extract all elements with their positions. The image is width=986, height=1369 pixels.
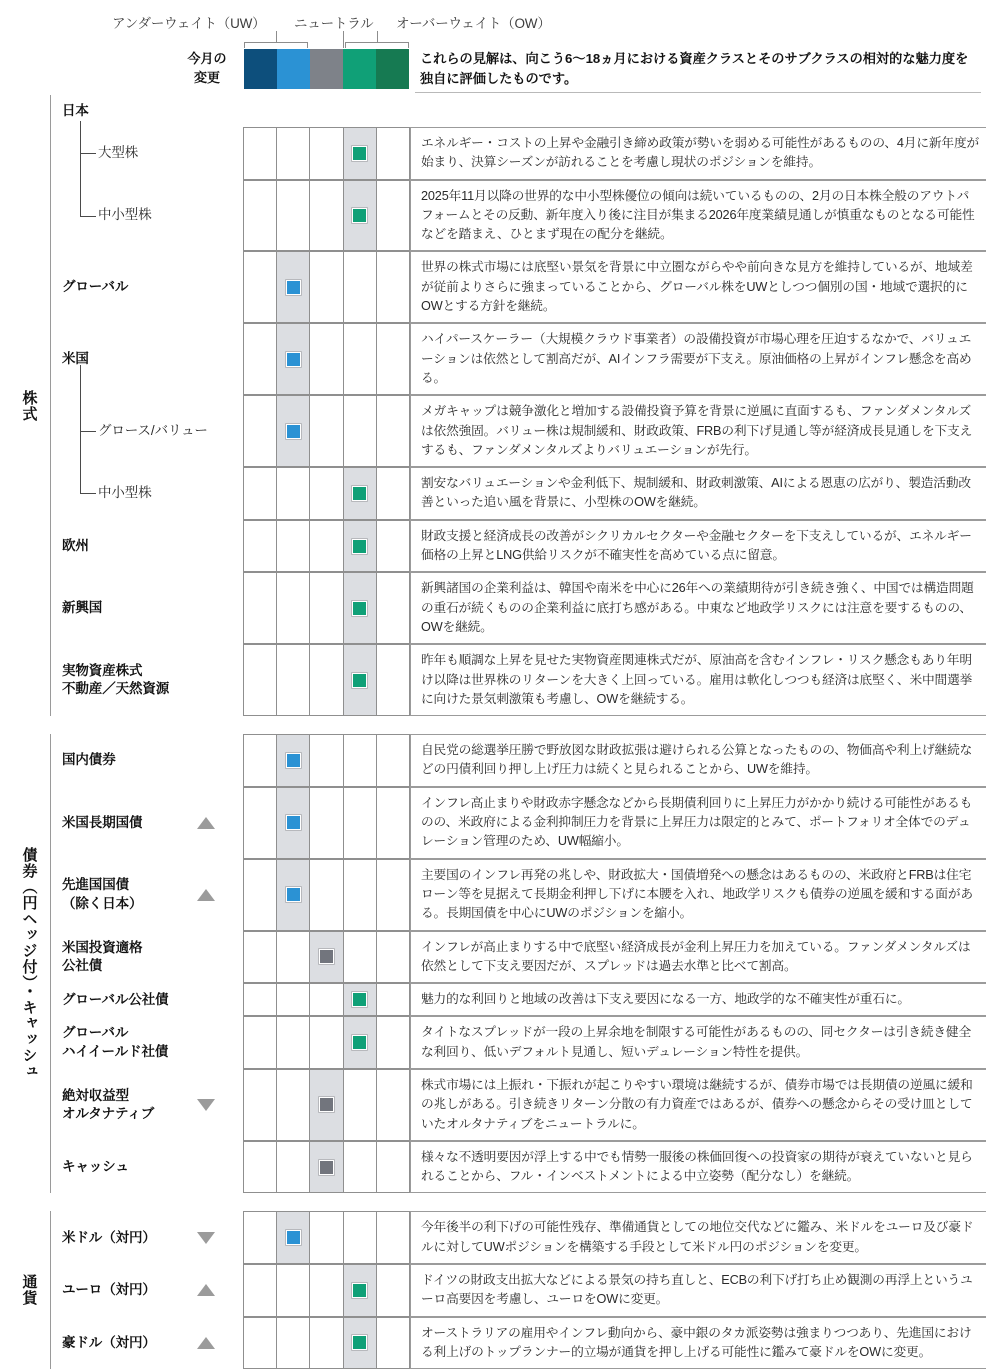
table-row (0, 734, 986, 787)
rating-cell (243, 1016, 410, 1069)
rating-column-3[interactable] (310, 468, 343, 519)
rating-column-3[interactable] (310, 645, 343, 715)
rating-column-4[interactable] (344, 128, 377, 179)
rating-column-3[interactable] (310, 396, 343, 466)
row-label-line1: 実物資産株式 (62, 662, 143, 678)
rating-cell (243, 859, 410, 931)
row-label-line2: オルタナティブ (62, 1105, 155, 1121)
rating-column-4[interactable] (344, 573, 377, 643)
change-column-header-line2: 変更 (193, 69, 220, 85)
row-label: 中小型株 (98, 485, 152, 501)
description-text: 自民党の総選挙圧勝で野放図な財政拡張は避けられる公算となったものの、物価高や利上げ継続などの円債利回り押し上げ圧力は続くと見られることから、UWを維持。 (421, 743, 973, 777)
rating-cell (243, 1317, 410, 1369)
description-text: ハイパースケーラー（大規模クラウド事業者）の設備投資が市場心理を圧迫するなかで、バリュエーションは依然として割高だが、AIインフラ需要が下支え。原油価格の上昇がインフレ懸念を高める。 (421, 332, 972, 385)
legend-label-neutral: ニュートラル (294, 16, 374, 31)
tree-bracket-branch (80, 493, 96, 494)
rating-column-1[interactable] (243, 521, 277, 572)
description-text: タイトなスプレッドが一段の上昇余地を制限する可能性があるものの、同セクターは引き続き健全な利回り、低いデフォルト見通し、短いデュレーション特性を提供。 (421, 1025, 971, 1059)
rating-marker (352, 1283, 367, 1298)
rating-column-4[interactable] (344, 1070, 377, 1140)
row-label-line1: 先進国国債 (62, 877, 129, 893)
rating-column-3[interactable] (310, 573, 343, 643)
table-row (0, 180, 986, 252)
rating-column-2[interactable] (277, 1142, 310, 1193)
description-text: 株式市場には上振れ・下振れが起こりやすい環境は継続するが、債券市場では長期債の逆風に緩和の兆しがある。引き続きリターン分散の有力資産ではあるが、債券への懸念からその受け皿としていたオルタナティブをニュートラルに。 (421, 1077, 973, 1131)
row-label-line2: 公社債 (62, 957, 103, 973)
rating-column-2[interactable] (277, 468, 310, 519)
change-column-header (176, 50, 238, 88)
rating-column-2[interactable] (277, 521, 310, 572)
rating-column-1[interactable] (243, 645, 277, 715)
rating-marker (319, 1097, 334, 1112)
rating-column-5[interactable] (377, 252, 410, 322)
rating-cell (243, 323, 410, 395)
rating-column-1[interactable] (243, 1212, 277, 1263)
table-row (0, 467, 986, 520)
rating-column-3[interactable] (310, 252, 343, 322)
rating-column-4[interactable] (344, 1265, 377, 1316)
description-cell (410, 520, 986, 573)
rating-column-2[interactable] (277, 1265, 310, 1316)
section-group-rule (50, 95, 51, 716)
row-label: 大型株 (98, 145, 139, 161)
row-label: 米ドル（対円） (62, 1229, 156, 1245)
rating-column-4[interactable] (344, 984, 377, 1015)
description-cell (410, 467, 986, 520)
rating-marker (352, 1035, 367, 1050)
rating-column-4[interactable] (344, 735, 377, 786)
rating-column-2[interactable] (277, 788, 310, 858)
rating-column-5[interactable] (377, 645, 410, 715)
description-text: 割安なバリュエーションや金利低下、規制緩和、財政刺激策、AIによる恩恵の広がり、製造活動改善といった追い風を背景に、小型株のOWを継続。 (421, 476, 971, 510)
rating-column-5[interactable] (377, 396, 410, 466)
description-cell (410, 180, 986, 252)
rating-column-5[interactable] (377, 932, 410, 983)
legend-label-overweight: オーバーウェイト（OW） (396, 16, 551, 31)
table-row (0, 787, 986, 859)
rating-column-3[interactable] (310, 1142, 343, 1193)
rating-cell (243, 787, 410, 859)
table-row (0, 644, 986, 716)
rating-column-2[interactable] (277, 1017, 310, 1068)
rating-column-4[interactable] (344, 396, 377, 466)
description-cell (410, 983, 986, 1016)
table-row (0, 395, 986, 467)
description-cell (410, 859, 986, 931)
tree-bracket-vertical (80, 365, 81, 493)
legend-tick-overweight (377, 31, 378, 43)
rating-column-4[interactable] (344, 468, 377, 519)
rating-column-4[interactable] (344, 1212, 377, 1263)
rating-cell (243, 180, 410, 252)
row-label: 米国長期国債 (62, 814, 143, 830)
rating-column-4[interactable] (344, 932, 377, 983)
tree-bracket-branch (80, 216, 96, 217)
row-label (62, 939, 142, 975)
rating-column-1[interactable] (243, 468, 277, 519)
tree-bracket-branch (80, 153, 96, 154)
rating-column-1[interactable] (243, 1318, 277, 1369)
rating-column-3[interactable] (310, 181, 343, 251)
rating-column-5[interactable] (377, 181, 410, 251)
rating-column-3[interactable] (310, 1212, 343, 1263)
rating-marker (286, 1230, 301, 1245)
rating-cell (243, 467, 410, 520)
rating-column-5[interactable] (377, 573, 410, 643)
section-group-label: 株式 (20, 389, 38, 422)
row-spacer (243, 95, 986, 127)
rating-column-1[interactable] (243, 1142, 277, 1193)
rating-column-5[interactable] (377, 1265, 410, 1316)
description-text: 2025年11月以降の世界的な中小型株優位の傾向は続いているものの、2月の日本株全般のアウトパフォームとその反動、新年度入り後に注目が集まる2026年度業績見通しが慎重なものとなる可能性などを踏まえ、ひとまず現在の配分を継続。 (421, 188, 975, 242)
rating-column-2[interactable] (277, 128, 310, 179)
change-up-icon (197, 1284, 215, 1296)
rating-column-1[interactable] (243, 324, 277, 394)
row-label (62, 662, 169, 698)
rating-column-3[interactable] (310, 1017, 343, 1068)
table-row (0, 127, 986, 180)
rating-column-5[interactable] (377, 1017, 410, 1068)
rating-column-3[interactable] (310, 860, 343, 930)
description-text: インフレが高止まりする中で底堅い経済成長が金利上昇圧力を加えている。ファンダメンタルズは依然として下支え要因だが、スプレッドは過去水準と比べて割高。 (421, 939, 971, 973)
rating-marker (352, 539, 367, 554)
description-text: 世界の株式市場には底堅い景気を背景に中立圏ながらやや前向きな見方を維持しているが、地域差が従前よりさらに強まっていることから、グローバル株をUWとしつつ個別の国・地域で選択的にOWとする方針を継続。 (421, 260, 973, 314)
rating-column-1[interactable] (243, 1070, 277, 1140)
rating-column-2[interactable] (277, 396, 310, 466)
change-up-icon (197, 1337, 215, 1349)
description-cell (410, 1317, 986, 1369)
rating-column-1[interactable] (243, 573, 277, 643)
row-label: 米国 (62, 351, 89, 367)
row-label: ユーロ（対円） (62, 1282, 156, 1298)
rating-column-2[interactable] (277, 1318, 310, 1369)
legend-divider (415, 92, 981, 93)
rating-column-4[interactable] (344, 181, 377, 251)
tree-bracket-branch (80, 431, 96, 432)
row-label: 国内債券 (62, 752, 116, 768)
legend-header (0, 0, 986, 95)
rating-marker (286, 352, 301, 367)
row-label-line2: ハイイールド社債 (62, 1043, 169, 1059)
description-cell (410, 644, 986, 716)
description-cell (410, 1069, 986, 1141)
description-cell (410, 1016, 986, 1069)
swatch-overweight-strong (376, 49, 409, 89)
rating-column-3[interactable] (310, 735, 343, 786)
rating-cell (243, 572, 410, 644)
rating-column-2[interactable] (277, 645, 310, 715)
rating-column-4[interactable] (344, 788, 377, 858)
rating-column-1[interactable] (243, 181, 277, 251)
description-text: 魅力的な利回りと地域の改善は下支え要因になる一方、地政学的な不確実性が重石に。 (421, 992, 910, 1007)
row-label: 日本 (62, 102, 89, 118)
table-row (0, 1016, 986, 1069)
rating-marker (352, 673, 367, 688)
rating-column-2[interactable] (277, 181, 310, 251)
description-cell (410, 572, 986, 644)
rating-column-4[interactable] (344, 1318, 377, 1369)
description-cell (410, 931, 986, 984)
rating-column-4[interactable] (344, 521, 377, 572)
rating-column-1[interactable] (243, 396, 277, 466)
rating-marker (352, 601, 367, 616)
rating-column-4[interactable] (344, 645, 377, 715)
rating-marker (352, 486, 367, 501)
rating-column-2[interactable] (277, 1212, 310, 1263)
description-text: 財政支援と経済成長の改善がシクリカルセクターや金融セクターを下支えしているが、エネルギー価格の上昇とLNG供給リスクが不確実性を高めている点に留意。 (421, 528, 972, 563)
description-cell (410, 1141, 986, 1194)
description-text: インフレ高止まりや財政赤字懸念などから長期債利回りに上昇圧力がかかり続ける可能性があるものの、米政府による金利抑制圧力を背景に上昇圧力は限定的とみて、ポートフォリオ全体でのデュレーション管理のため、UW幅縮小。 (421, 795, 973, 849)
description-cell (410, 734, 986, 787)
rating-marker (286, 280, 301, 295)
change-column-header-line1: 今月の (187, 51, 227, 66)
tree-bracket-vertical (80, 121, 81, 216)
rating-column-4[interactable] (344, 1017, 377, 1068)
rating-column-5[interactable] (377, 468, 410, 519)
legend-intro-text: これらの見解は、向こう6〜18ヵ月における資産クラスとそのサブクラスの相対的な魅力度を独自に評価したものです。 (420, 51, 969, 86)
section-group-label: 債券（円ヘッジ付）・キャッシュ (20, 847, 38, 1080)
description-text: 様々な不透明要因が浮上する中でも情勢一服後の株価回復への投資家の期待が衰えていないと見られることから、フル・インベストメントによる中立姿勢（配分なし）を継続。 (421, 1149, 973, 1184)
swatch-neutral (310, 49, 343, 89)
rating-marker (286, 887, 301, 902)
description-cell (410, 787, 986, 859)
table-row (0, 572, 986, 644)
rating-marker (352, 992, 367, 1007)
rating-column-3[interactable] (310, 128, 343, 179)
row-label-line2: （除く日本） (62, 895, 143, 911)
rating-column-5[interactable] (377, 735, 410, 786)
description-cell (410, 395, 986, 467)
rating-column-5[interactable] (377, 521, 410, 572)
swatch-underweight-strong (244, 49, 277, 89)
rating-column-5[interactable] (377, 984, 410, 1015)
rating-column-5[interactable] (377, 788, 410, 858)
rating-cell (243, 931, 410, 984)
table-row (0, 931, 986, 984)
rating-column-5[interactable] (377, 1212, 410, 1263)
rating-column-5[interactable] (377, 324, 410, 394)
rating-cell (243, 1264, 410, 1317)
table-row (0, 1211, 986, 1264)
description-cell (410, 1211, 986, 1264)
legend-tick-neutral (343, 31, 344, 49)
rating-column-2[interactable] (277, 252, 310, 322)
row-label: 豪ドル（対円） (62, 1334, 156, 1350)
rating-marker (352, 208, 367, 223)
description-cell (410, 1264, 986, 1317)
description-text: 新興諸国の企業利益は、韓国や南米を中心に26年への業績期待が引き続き強く、中国では構造問題の重石が続くものの企業利益に底打ち感がある。中東など地政学リスクには注意を要するものの、OWを継続。 (421, 581, 974, 634)
rating-cell (243, 1211, 410, 1264)
description-text: メガキャップは競争激化と増加する設備投資予算を背景に逆風に直面するも、ファンダメンタルズは依然強固。バリュー株は規制緩和、財政政策、FRBの利下げ見通し等が経済成長見通しを下支えするも、ファンダメンタルズよりバリュエーションが先行。 (421, 404, 973, 457)
rating-column-4[interactable] (344, 1142, 377, 1193)
rating-column-2[interactable] (277, 1070, 310, 1140)
rating-column-1[interactable] (243, 1265, 277, 1316)
section-rows (0, 95, 986, 716)
row-label: グローバル (62, 279, 129, 295)
row-label-line2: 不動産／天然資源 (62, 681, 170, 697)
table-row (0, 1141, 986, 1194)
table-row (0, 1264, 986, 1317)
rating-column-5[interactable] (377, 860, 410, 930)
change-up-icon (197, 817, 215, 829)
description-cell (410, 127, 986, 180)
rating-column-1[interactable] (243, 252, 277, 322)
rating-marker (286, 753, 301, 768)
rating-column-3[interactable] (310, 521, 343, 572)
rating-column-2[interactable] (277, 860, 310, 930)
description-text: 主要国のインフレ再発の兆しや、財政拡大・国債増発への懸念はあるものの、米政府とFRBは住宅ローン等を見据えて長期金利押し下げに本腰を入れ、地政学リスクも債券の逆風を緩和する面がある。長期国債を中心にUWのポジションを縮小。 (421, 867, 973, 921)
rating-column-2[interactable] (277, 573, 310, 643)
rating-marker (286, 424, 301, 439)
table-row (0, 859, 986, 931)
rating-column-5[interactable] (377, 1318, 410, 1369)
rating-cell (243, 251, 410, 323)
swatch-underweight (277, 49, 310, 89)
section-gap (0, 1193, 986, 1211)
table-row (0, 1317, 986, 1369)
rating-column-5[interactable] (377, 128, 410, 179)
rating-column-1[interactable] (243, 1017, 277, 1068)
description-text: ドイツの財政支出拡大などによる景気の持ち直しと、ECBの利下げ打ち止め観測の再浮上というユーロ高要因を考慮し、ユーロをOWに変更。 (421, 1273, 973, 1307)
rating-column-3[interactable] (310, 324, 343, 394)
row-label (62, 1087, 154, 1123)
rating-column-3[interactable] (310, 984, 343, 1015)
section-group-label: 通貨 (20, 1274, 38, 1307)
rating-column-1[interactable] (243, 984, 277, 1015)
section-rows (0, 734, 986, 1193)
rating-column-3[interactable] (310, 1318, 343, 1369)
rating-cell (243, 127, 410, 180)
rating-column-1[interactable] (243, 128, 277, 179)
rating-column-3[interactable] (310, 1070, 343, 1140)
row-label (62, 876, 142, 912)
description-text: 昨年も順調な上昇を見せた実物資産関連株式だが、原油高を含むインフレ・リスク懸念もあり年明け以降は世界株のリターンを大きく上回っている。雇用は軟化しつつも経済は底堅く、米中間選挙に向けた景気刺激策も考慮し、OWを継続する。 (421, 653, 973, 706)
row-label (62, 1024, 168, 1060)
rating-cell (243, 520, 410, 573)
legend-tick-underweight (276, 31, 277, 43)
row-label-line1: グローバル (62, 1025, 129, 1041)
row-label: 新興国 (62, 600, 103, 616)
rating-cell (243, 983, 410, 1016)
rating-marker (319, 949, 334, 964)
table-row (0, 251, 986, 323)
rating-cell (243, 1069, 410, 1141)
rating-cell (243, 1141, 410, 1194)
description-text: オーストラリアの雇用やインフレ動向から、豪中銀のタカ派姿勢は強まりつつあり、先進国における利上げのトップランナー的立場が通貨を押し上げる可能性に鑑みて豪ドルをOWに変更。 (421, 1325, 972, 1359)
rating-column-3[interactable] (310, 788, 343, 858)
table-row (0, 520, 986, 573)
row-label: 中小型株 (98, 207, 152, 223)
description-cell (410, 323, 986, 395)
section-gap (0, 716, 986, 734)
section-group-rule (50, 1211, 51, 1369)
rating-column-2[interactable] (277, 735, 310, 786)
rating-marker (352, 1335, 367, 1350)
rating-column-4[interactable] (344, 324, 377, 394)
section-group-rule (50, 734, 51, 1193)
rating-column-2[interactable] (277, 324, 310, 394)
rating-column-5[interactable] (377, 1142, 410, 1193)
legend-swatch-bar (243, 48, 410, 90)
section-equity (0, 95, 986, 716)
section-currency (0, 1211, 986, 1369)
rating-column-1[interactable] (243, 860, 277, 930)
description-text: 今年後半の利下げの可能性残存、準備通貨としての地位交代などに鑑み、米ドルをユーロ及び豪ドルに対してUWポジションを構築する手段として米ドル円のポジションを変更。 (421, 1220, 974, 1254)
rating-marker (286, 815, 301, 830)
rating-column-3[interactable] (310, 932, 343, 983)
rating-cell (243, 644, 410, 716)
row-label-line1: 米国投資適格 (62, 939, 143, 955)
table-row (0, 1069, 986, 1141)
rating-column-3[interactable] (310, 1265, 343, 1316)
row-label: 欧州 (62, 537, 89, 553)
rating-cell (243, 395, 410, 467)
legend-label-underweight: アンダーウェイト（UW） (112, 16, 266, 31)
change-down-icon (197, 1232, 215, 1244)
rating-column-1[interactable] (243, 932, 277, 983)
rating-column-4[interactable] (344, 860, 377, 930)
section-rows (0, 1211, 986, 1369)
rating-marker (352, 146, 367, 161)
description-cell (410, 251, 986, 323)
table-row (0, 323, 986, 395)
table-row (0, 983, 986, 1016)
row-label-line1: 絶対収益型 (62, 1087, 129, 1103)
allocation-table (0, 95, 986, 1369)
rating-column-2[interactable] (277, 984, 310, 1015)
rating-column-5[interactable] (377, 1070, 410, 1140)
rating-column-1[interactable] (243, 788, 277, 858)
row-label: グロース/バリュー (98, 423, 208, 439)
change-down-icon (197, 1099, 215, 1111)
rating-marker (319, 1160, 334, 1175)
row-label: キャッシュ (62, 1159, 129, 1175)
swatch-overweight (343, 49, 376, 89)
table-row-header (0, 95, 986, 127)
change-up-icon (197, 889, 215, 901)
section-fixed-income (0, 734, 986, 1193)
row-label: グローバル公社債 (62, 991, 169, 1007)
rating-column-4[interactable] (344, 252, 377, 322)
description-text: エネルギー・コストの上昇や金融引き締め政策が勢いを弱める可能性があるものの、4月に新年度が始まり、決算シーズンが訪れることを考慮し現状のポジションを維持。 (421, 136, 980, 170)
rating-column-2[interactable] (277, 932, 310, 983)
rating-column-1[interactable] (243, 735, 277, 786)
rating-cell (243, 734, 410, 787)
